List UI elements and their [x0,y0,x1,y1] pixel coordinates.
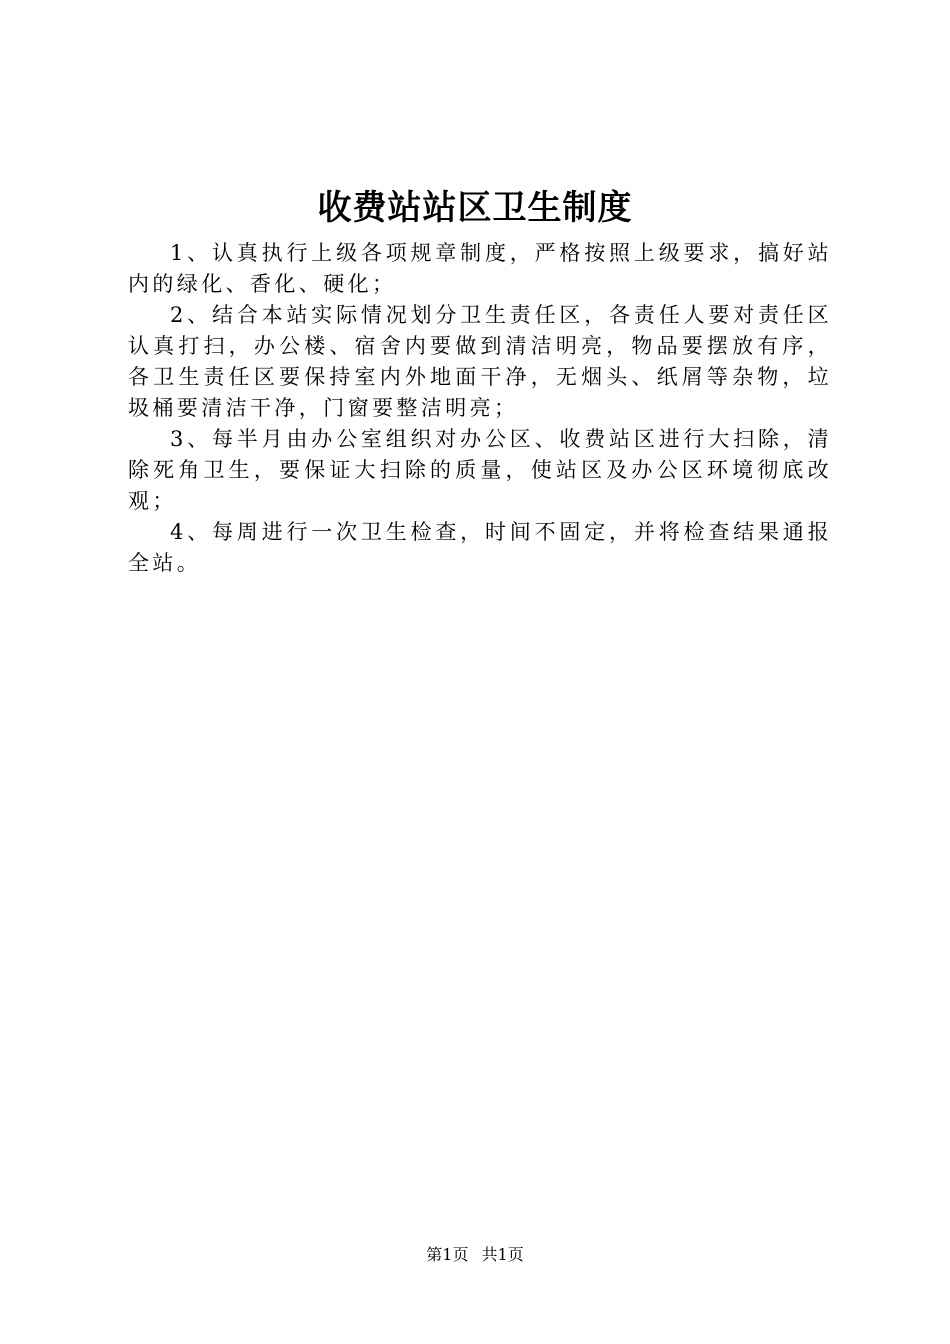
paragraph-4: 4、每周进行一次卫生检查，时间不固定，并将检查结果通报全站。 [128,520,832,575]
page-number-total: 共1页 [481,1245,524,1264]
document-body [128,238,832,579]
page-number-current: 第1页 [426,1245,469,1264]
paragraph-2: 2、结合本站实际情况划分卫生责任区，各责任人要对责任区认真打扫，办公楼、宿舍内要做到清洁明亮，物品要摆放有序，各卫生责任区要保持室内外地面干净，无烟头、纸屑等杂物，垃圾桶要清洁干净，门窗要整洁明亮； [128,303,832,420]
paragraph-1: 1、认真执行上级各项规章制度，严格按照上级要求，搞好站内的绿化、香化、硬化； [128,241,832,296]
page-footer [0,1244,950,1266]
document-title: 收费站站区卫生制度 [317,188,633,228]
paragraph-3: 3、每半月由办公室组织对办公区、收费站区进行大扫除，清除死角卫生，要保证大扫除的质量，使站区及办公区环境彻底改观； [128,427,832,513]
